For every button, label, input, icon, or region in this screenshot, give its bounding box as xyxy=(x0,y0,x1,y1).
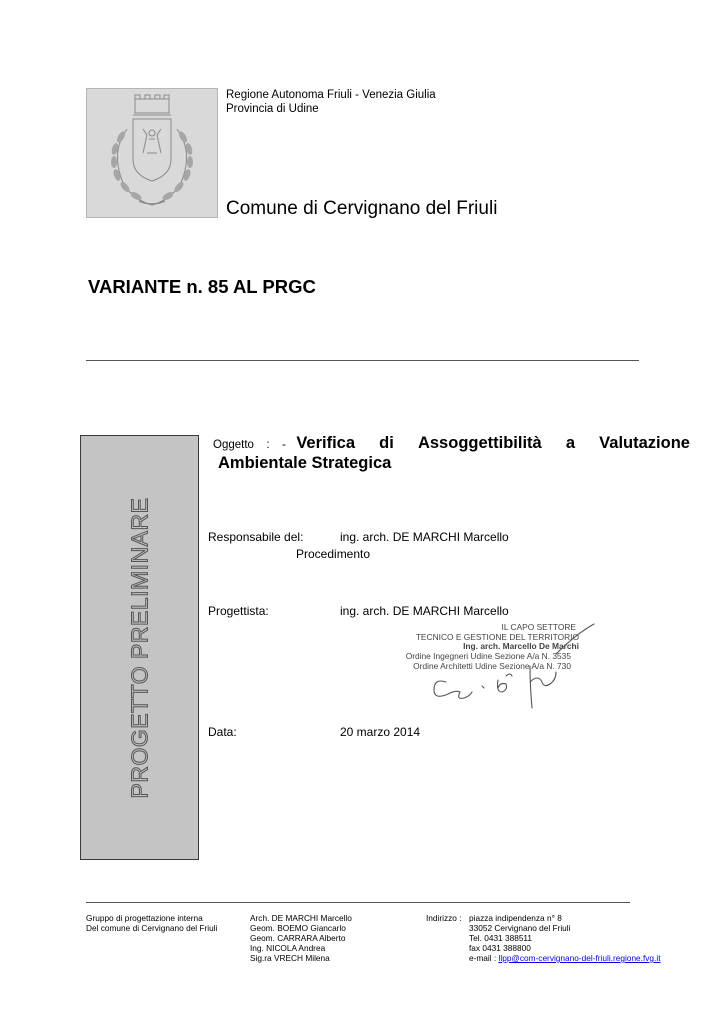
footer-address-line: Tel. 0431 388511 xyxy=(469,933,533,943)
footer-members xyxy=(250,913,352,963)
oggetto-word: Assoggettibilità xyxy=(417,434,542,452)
stamp-line: TECNICO E GESTIONE DEL TERRITORIO xyxy=(415,631,579,642)
official-stamp xyxy=(406,620,606,716)
oggetto-line-1 xyxy=(213,434,690,453)
stamp-line: IL CAPO SETTORE xyxy=(501,622,576,632)
oggetto-colon: : xyxy=(266,439,270,451)
date-label: Data: xyxy=(208,725,237,739)
oggetto-word: Valutazione xyxy=(599,434,690,452)
oggetto-prefix xyxy=(213,434,355,453)
footer-email-row xyxy=(469,953,661,963)
footer-group xyxy=(86,913,217,933)
municipal-crest-logo xyxy=(86,88,218,218)
side-panel xyxy=(80,435,199,860)
oggetto-dash: - xyxy=(282,439,286,451)
oggetto-section xyxy=(213,434,690,473)
side-panel-label: PROGETTO PRELIMINARE xyxy=(126,497,152,798)
signature-icon xyxy=(406,620,606,716)
footer-group-line: Gruppo di progettazione interna xyxy=(86,913,203,923)
progettista-label: Progettista: xyxy=(208,604,269,618)
oggetto-word: Verifica xyxy=(296,434,356,452)
top-divider xyxy=(86,360,639,361)
footer-member: Arch. DE MARCHI Marcello xyxy=(250,913,352,923)
footer-address xyxy=(469,913,661,963)
province-name: Provincia di Udine xyxy=(226,103,319,115)
responsabile-value: ing. arch. DE MARCHI Marcello xyxy=(340,530,509,544)
footer-address-line: piazza indipendenza n° 8 xyxy=(469,913,562,923)
stamp-line: Ordine Ingegneri Udine Sezione A/a N. 3535 xyxy=(405,651,571,661)
footer-address-line: fax 0431 388800 xyxy=(469,943,531,953)
coat-of-arms-icon xyxy=(87,89,217,217)
footer-member: Geom. BOEMO Giancarlo xyxy=(250,923,346,933)
oggetto-word: di xyxy=(379,434,394,452)
region-name: Regione Autonoma Friuli - Venezia Giulia xyxy=(226,89,436,101)
footer-address-line: 33052 Cervignano del Friuli xyxy=(469,923,571,933)
responsabile-label-line2: Procedimento xyxy=(296,547,371,561)
comune-name: Comune di Cervignano del Friuli xyxy=(226,198,498,219)
stamp-line: Ing. arch. Marcello De Marchi xyxy=(463,641,579,651)
footer-email-link[interactable]: llpp@com-cervignano-del-friuli.regione.fvg.it xyxy=(498,953,661,963)
footer-email-label: e-mail : xyxy=(469,953,497,963)
footer-member: Sig.ra VRECH Milena xyxy=(250,953,330,963)
footer-member: Geom. CARRARA Alberto xyxy=(250,933,346,943)
footer-group-line: Del comune di Cervignano del Friuli xyxy=(86,923,218,933)
oggetto-word: a xyxy=(565,434,576,452)
responsabile-label: Responsabile del: xyxy=(208,530,304,544)
stamp-line: Ordine Architetti Udine Sezione A/a N. 730 xyxy=(413,660,571,671)
document-title: VARIANTE n. 85 AL PRGC xyxy=(88,276,316,297)
footer-address-label: Indirizzo : xyxy=(426,913,462,923)
progettista-value: ing. arch. DE MARCHI Marcello xyxy=(340,604,509,618)
footer-member: Ing. NICOLA Andrea xyxy=(250,943,326,953)
oggetto-line-2: Ambientale Strategica xyxy=(218,454,392,472)
footer-divider xyxy=(86,902,630,903)
oggetto-label: Oggetto xyxy=(213,439,254,451)
date-value: 20 marzo 2014 xyxy=(340,725,421,739)
